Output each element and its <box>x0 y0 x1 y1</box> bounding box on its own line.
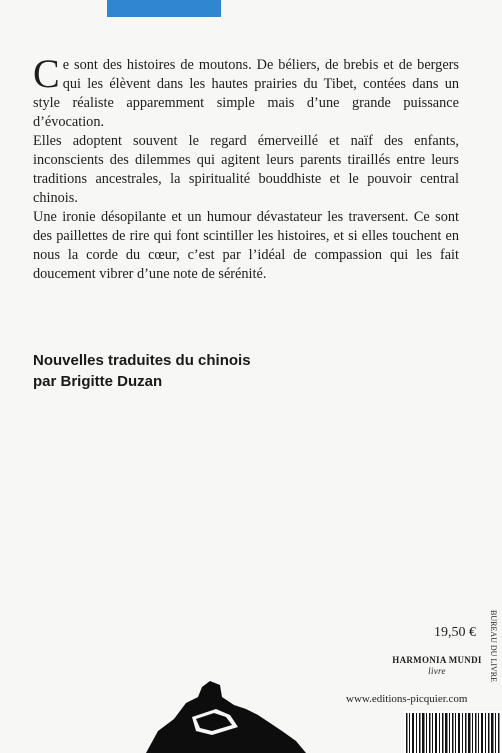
blurb-paragraph-3: Une ironie désopilante et un humour dévastateur les traversent. Ce sont des paillettes de rire qui font scintiller les histoires, et si elles touchent en nous la corde du cœur, c’est par l’idéal de compassion qui les fait doucement vibrer d’une note de sérénité. <box>33 209 459 282</box>
back-cover-blurb <box>33 51 459 284</box>
drop-cap: C <box>33 51 60 96</box>
blurb-paragraph-2: Elles adoptent souvent le regard émerveillé et naïf des enfants, inconscients des dilemmes qui agitent leurs parents tiraillés entre leurs traditions ancestrales, la spiritualité bouddhiste et le pouvoir central chinois. <box>33 133 459 206</box>
distributor-logo <box>392 655 482 677</box>
translation-credits <box>33 350 251 392</box>
reader-silhouette-icon <box>146 657 306 753</box>
distributor-sub: livre <box>428 666 446 676</box>
blurb-p1-text: e sont des histoires de moutons. De béliers, de brebis et de bergers qui les élèvent dans les hautes prairies du Tibet, contées dans un style réaliste apparemment simple mais d’une grande puissance d’évocation. <box>33 57 459 130</box>
credits-line-2: par Brigitte Duzan <box>33 373 163 390</box>
side-logo <box>487 610 499 690</box>
publisher-website: www.editions-picquier.com <box>346 693 468 705</box>
credits-line-1: Nouvelles traduites du chinois <box>33 352 251 369</box>
blurb-paragraph-1 <box>33 51 459 132</box>
price-label: 19,50 € <box>434 625 476 640</box>
distributor-name: HARMONIA MUNDI <box>392 655 482 665</box>
cover-color-tab <box>107 0 221 17</box>
barcode <box>404 711 502 753</box>
side-logo-text: BUREAU DU LIVRE <box>489 610 498 682</box>
